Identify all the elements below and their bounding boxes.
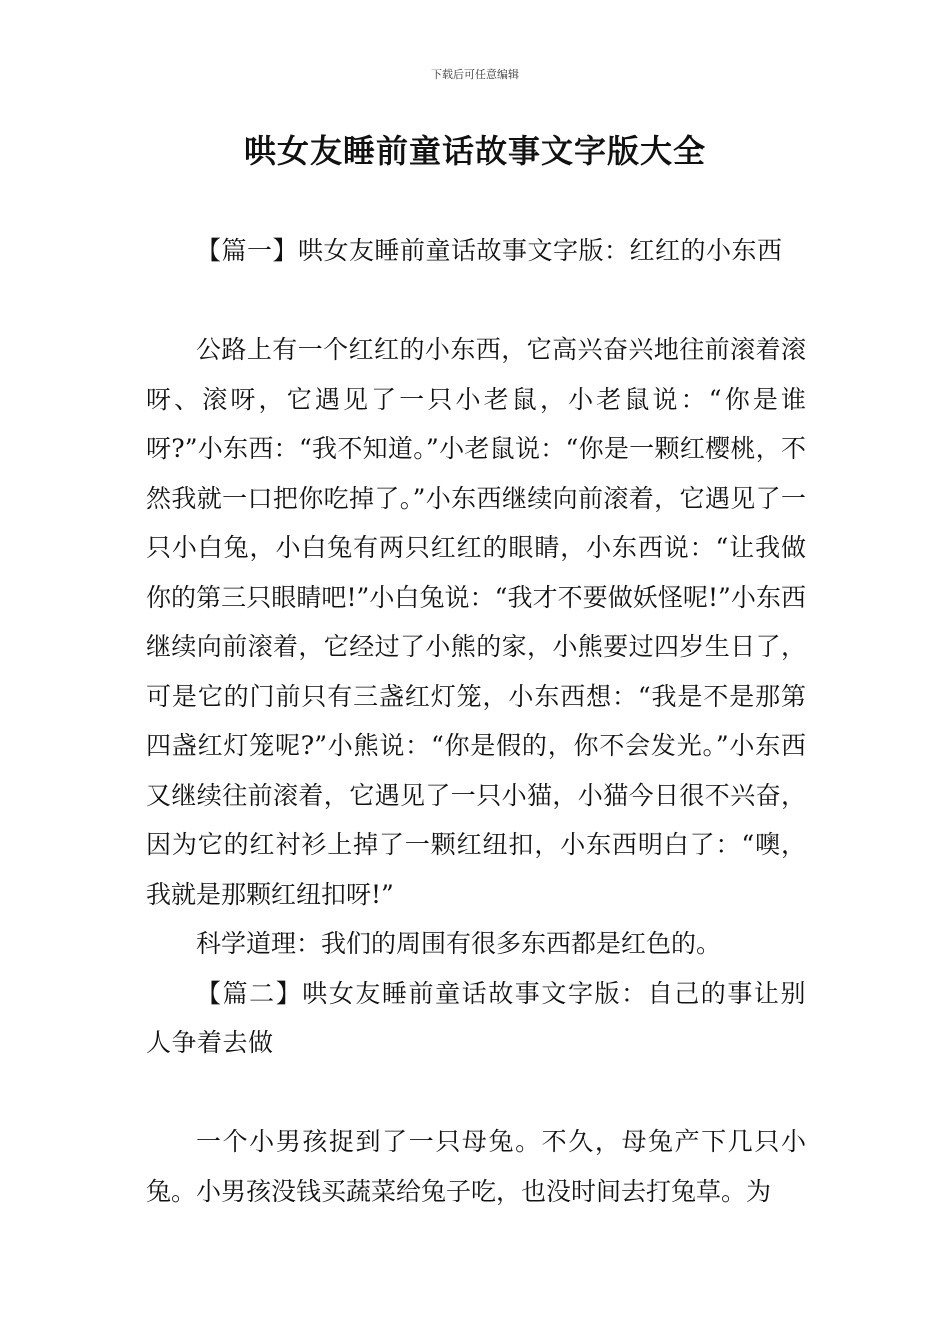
section-1-paragraph-2: 科学道理：我们的周围有很多东西都是红色的。 bbox=[196, 929, 722, 958]
blank-line bbox=[146, 1068, 806, 1118]
section-1-heading: 【篇一】哄女友睡前童话故事文字版：红红的小东西 bbox=[196, 236, 783, 265]
header-note: 下载后可任意编辑 bbox=[431, 68, 519, 81]
section-2-paragraph-1: 一个小男孩捉到了一只母兔。不久，母兔产下几只小兔。小男孩没钱买蔬菜给兔子吃，也没时间去打兔草。为 bbox=[146, 1127, 806, 1206]
blank-line bbox=[146, 276, 806, 326]
section-1-paragraph-1: 公路上有一个红红的小东西，它高兴奋兴地往前滚着滚呀、滚呀，它遇见了一只小老鼠，小老鼠说：“你是谁呀?”小东西：“我不知道。”小老鼠说：“你是一颗红樱桃，不然我就一口把你吃掉了。”小东西继续向前滚着，它遇见了一只小白兔，小白兔有两只红红的眼睛，小东西说：“让我做你的第三只眼睛吧!”小白兔说：“我才不要做妖怪呢!”小东西继续向前滚着，它经过了小熊的家，小熊要过四岁生日了，可是它的门前只有三盏红灯笼，小东西想：“我是不是那第四盏红灯笼呢?”小熊说：“你是假的，你不会发光。”小东西又继续往前滚着，它遇见了一只小猫，小猫今日很不兴奋，因为它的红衬衫上掉了一颗红纽扣，小东西明白了：“噢，我就是那颗红纽扣呀!” bbox=[146, 335, 806, 909]
document-title: 哄女友睡前童话故事文字版大全 bbox=[243, 132, 706, 170]
document-body bbox=[146, 226, 806, 1216]
section-2-heading: 【篇二】哄女友睡前童话故事文字版：自己的事让别人争着去做 bbox=[146, 978, 806, 1057]
